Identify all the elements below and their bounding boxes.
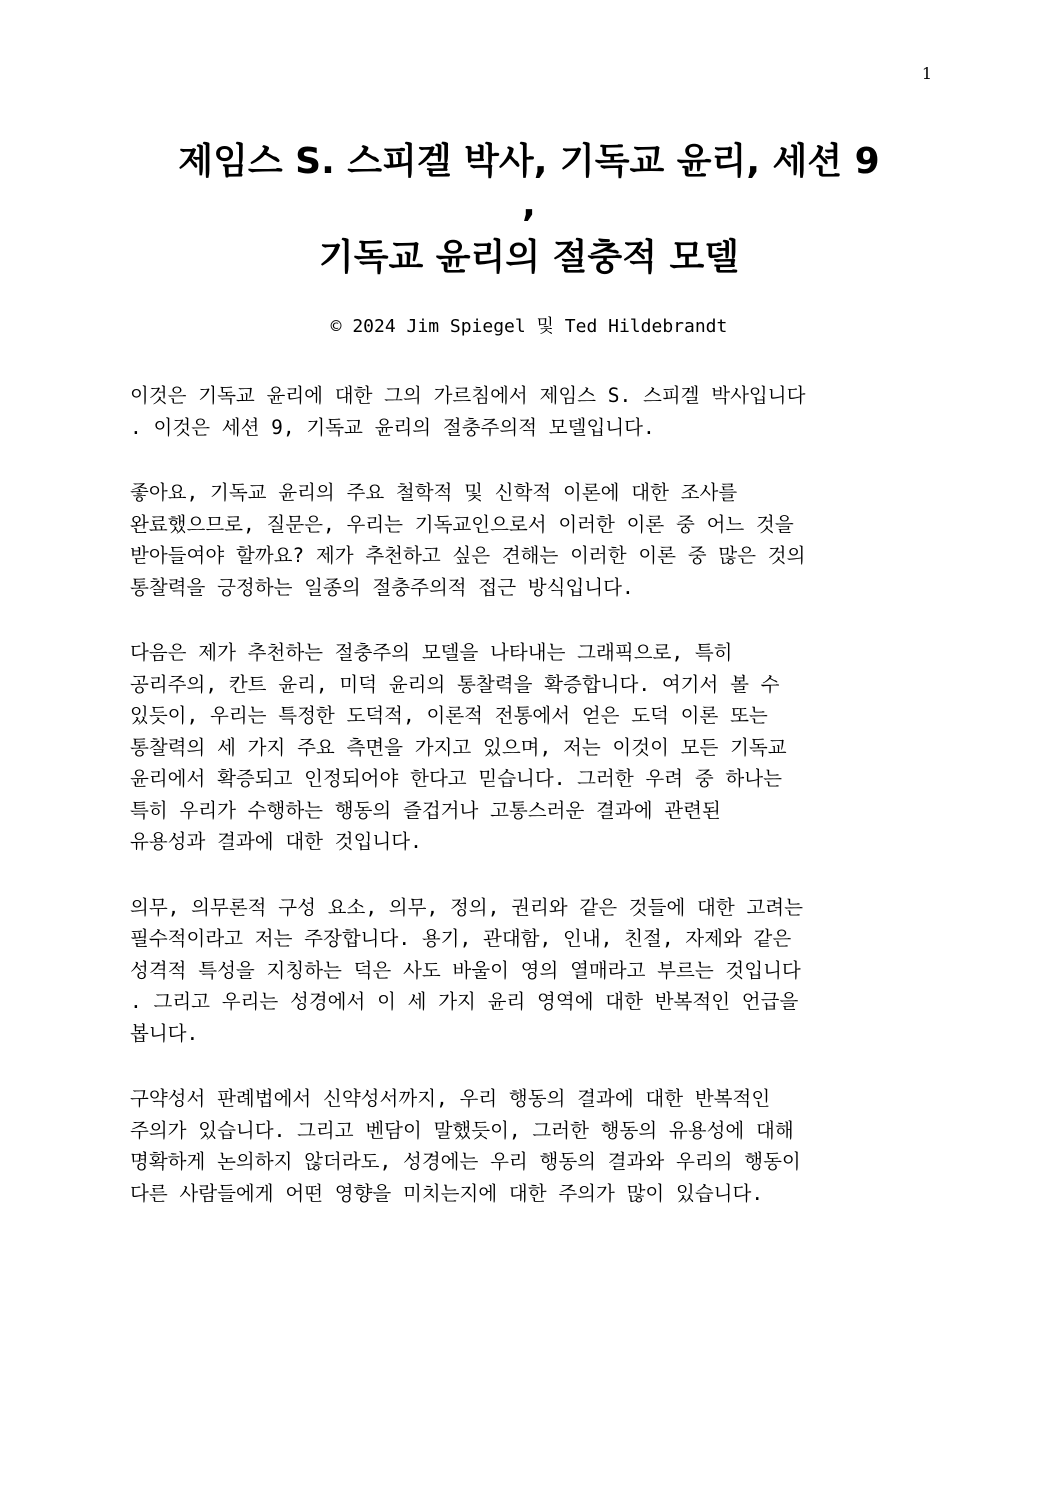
title-line-2: 기독교 윤리의 절충적 모델 xyxy=(318,237,740,278)
text-line: 의무, 의무론적 구성 요소, 의무, 정의, 권리와 같은 것들에 대한 고려는 xyxy=(130,895,803,919)
text-line: . 그리고 우리는 성경에서 이 세 가지 윤리 영역에 대한 반복적인 언급을 xyxy=(130,990,799,1013)
text-line: 특히 우리가 수행하는 행동의 즐겁거나 고통스러운 결과에 관련된 xyxy=(130,798,721,822)
paragraph-2 xyxy=(130,477,930,603)
paragraph-5 xyxy=(130,1083,930,1209)
document-title xyxy=(120,136,938,284)
text-line: 주의가 있습니다. 그리고 벤담이 말했듯이, 그러한 행동의 유용성에 대해 xyxy=(130,1118,794,1142)
copyright-notice: © 2024 Jim Spiegel 및 Ted Hildebrandt xyxy=(330,316,728,337)
text-line: 받아들여야 할까요? 제가 추천하고 싶은 견해는 이러한 이론 중 많은 것의 xyxy=(130,544,806,567)
text-line: 공리주의, 칸트 윤리, 미덕 윤리의 통찰력을 확증합니다. 여기서 볼 수 xyxy=(130,672,780,696)
paragraph-4 xyxy=(130,892,930,1050)
title-line-1: 제임스 S. 스피겔 박사, 기독교 윤리, 세션 9 xyxy=(178,141,880,182)
text-line: 통찰력의 세 가지 주요 측면을 가지고 있으며, 저는 이것이 모든 기독교 xyxy=(130,735,787,759)
paragraph-3 xyxy=(130,637,930,858)
text-line: 다른 사람들에게 어떤 영향을 미치는지에 대한 주의가 많이 있습니다. xyxy=(130,1181,764,1205)
text-line: . 이것은 세션 9, 기독교 윤리의 절충주의적 모델입니다. xyxy=(130,415,655,439)
text-line: 필수적이라고 저는 주장합니다. 용기, 관대함, 인내, 친절, 자제와 같은 xyxy=(130,927,792,950)
text-line: 통찰력을 긍정하는 일종의 절충주의적 접근 방식입니다. xyxy=(130,575,634,599)
text-line: 명확하게 논의하지 않더라도, 성경에는 우리 행동의 결과와 우리의 행동이 xyxy=(130,1150,801,1173)
text-line: 완료했으므로, 질문은, 우리는 기독교인으로서 이러한 이론 중 어느 것을 xyxy=(130,512,794,536)
page-number: 1 xyxy=(921,64,932,83)
text-line: 유용성과 결과에 대한 것입니다. xyxy=(130,830,422,853)
text-line: 봅니다. xyxy=(130,1021,199,1045)
text-line: 다음은 제가 추천하는 절충주의 모델을 나타내는 그래픽으로, 특히 xyxy=(130,641,733,664)
paragraph-1 xyxy=(130,380,930,443)
title-comma: , xyxy=(522,184,536,225)
text-line: 구약성서 판례법에서 신약성서까지, 우리 행동의 결과에 대한 반복적인 xyxy=(130,1087,771,1110)
text-line: 윤리에서 확증되고 인정되어야 한다고 믿습니다. 그러한 우려 중 하나는 xyxy=(130,767,782,790)
text-line: 성격적 특성을 지칭하는 덕은 사도 바울이 영의 열매라고 부르는 것입니다 xyxy=(130,958,801,982)
text-line: 있듯이, 우리는 특정한 도덕적, 이론적 전통에서 얻은 도덕 이론 또는 xyxy=(130,704,768,727)
text-line: 좋아요, 기독교 윤리의 주요 철학적 및 신학적 이론에 대한 조사를 xyxy=(130,481,738,504)
body-text xyxy=(130,380,930,1243)
text-line: 이것은 기독교 윤리에 대한 그의 가르침에서 제임스 S. 스피겔 박사입니다 xyxy=(130,384,806,407)
